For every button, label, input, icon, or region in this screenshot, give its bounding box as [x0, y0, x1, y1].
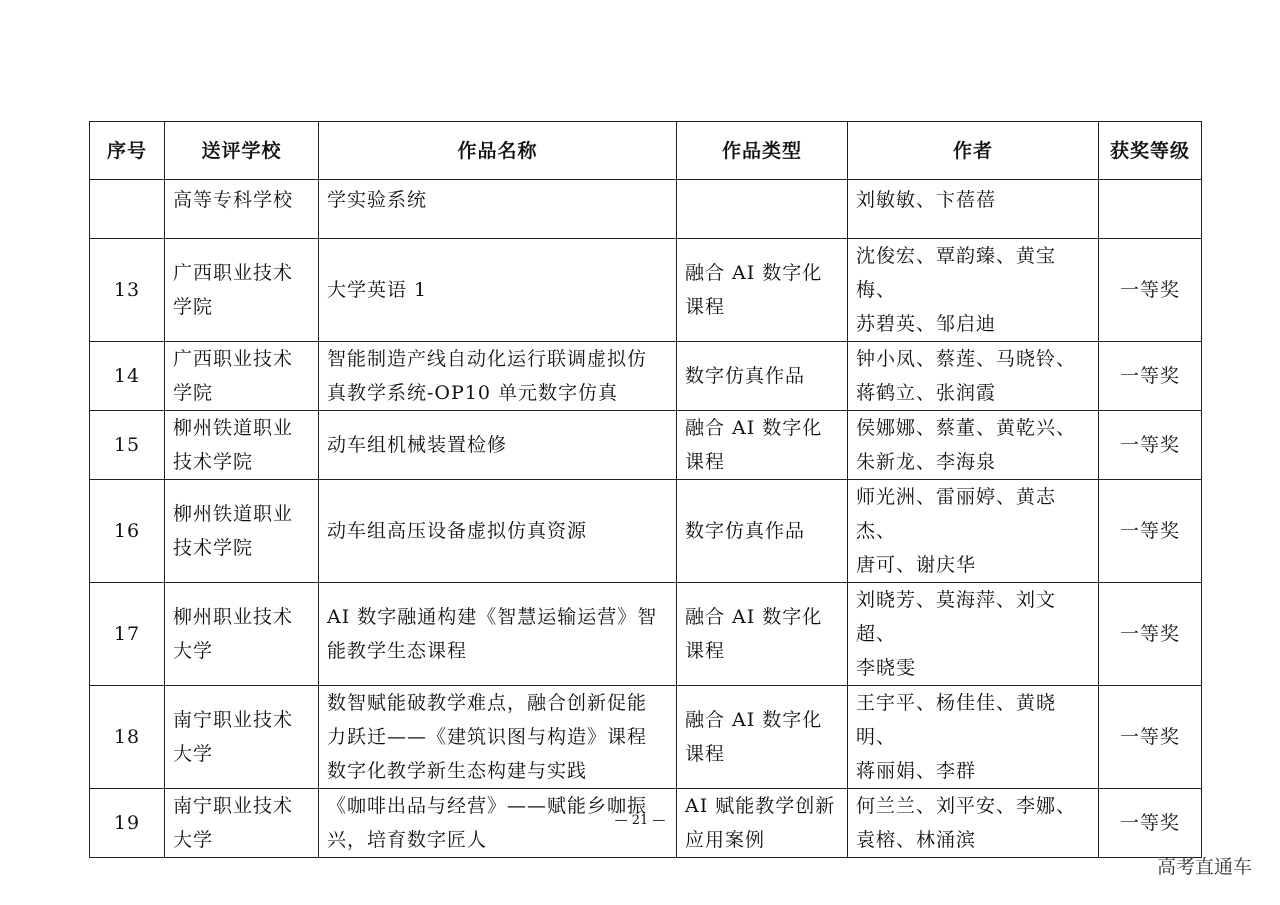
cell-school-line: 技术学院: [173, 537, 254, 559]
header-type: 作品类型: [677, 122, 848, 180]
cell-title-line: 大学英语 1: [327, 279, 428, 301]
cell-school-line: 柳州铁道职业: [173, 503, 294, 525]
cell-school-line: 南宁职业技术: [173, 709, 294, 731]
cell-authors-line: 刘晓芳、莫海萍、刘文超、: [856, 589, 1057, 645]
cell-school: [165, 686, 319, 789]
cell-school: 高等专科学校: [165, 180, 319, 239]
cell-title-line: 力跃迁——《建筑识图与构造》课程: [327, 726, 648, 748]
cell-no: 16: [90, 480, 165, 583]
cell-title-line: 智能制造产线自动化运行联调虚拟仿: [327, 348, 648, 370]
cell-type: [677, 239, 848, 342]
cell-award: 一等奖: [1099, 342, 1202, 411]
table-row: [90, 686, 1202, 789]
cell-type-line: 课程: [685, 640, 726, 662]
cell-authors-line: 朱新龙、李海泉: [856, 451, 997, 473]
cell-no: 15: [90, 411, 165, 480]
cell-award: 一等奖: [1099, 411, 1202, 480]
page-number: — 21 —: [614, 813, 666, 828]
cell-type-line: 融合 AI 数字化: [685, 417, 823, 439]
table-row: [90, 342, 1202, 411]
cell-no: 13: [90, 239, 165, 342]
cell-authors-line: 何兰兰、刘平安、李娜、: [856, 795, 1077, 817]
cell-no: [90, 180, 165, 239]
cell-authors: [848, 411, 1099, 480]
watermark-text: 高考直通车: [1156, 856, 1252, 878]
cell-school-line: 技术学院: [173, 451, 254, 473]
cell-authors-line: 侯娜娜、蔡董、黄乾兴、: [856, 417, 1077, 439]
cell-award: 一等奖: [1099, 480, 1202, 583]
cell-type-line: 应用案例: [685, 829, 766, 851]
table-header-row: [90, 122, 1202, 180]
cell-authors-line: 王宇平、杨佳佳、黄晓明、: [856, 692, 1057, 748]
cell-title-line: 真教学系统-OP10 单元数字仿真: [327, 382, 618, 404]
cell-award: 一等奖: [1099, 239, 1202, 342]
cell-title: [319, 411, 677, 480]
cell-authors-line: 李晓雯: [856, 657, 917, 679]
cell-authors-line: 蒋丽娟、李群: [856, 760, 977, 782]
cell-title: [319, 686, 677, 789]
cell-type: [677, 480, 848, 583]
cell-type-line: 数字仿真作品: [685, 520, 806, 542]
cell-authors-line: 沈俊宏、覃韵臻、黄宝梅、: [856, 245, 1057, 301]
cell-type: [677, 342, 848, 411]
cell-title: [319, 342, 677, 411]
cell-school-line: 南宁职业技术: [173, 795, 294, 817]
cell-title: 学实验系统: [319, 180, 677, 239]
cell-type: [677, 583, 848, 686]
cell-type-line: 数字仿真作品: [685, 365, 806, 387]
header-award: 获奖等级: [1099, 122, 1202, 180]
cell-type-line: 课程: [685, 296, 726, 318]
table-row: [90, 480, 1202, 583]
cell-title-line: 《咖啡出品与经营》——赋能乡咖振: [327, 795, 648, 817]
cell-title-line: 动车组高压设备虚拟仿真资源: [327, 520, 588, 542]
cell-authors-line: 师光洲、雷丽婷、黄志杰、: [856, 486, 1057, 542]
cell-school-line: 广西职业技术: [173, 262, 294, 284]
header-authors: 作者: [848, 122, 1099, 180]
cell-school-line: 大学: [173, 743, 214, 765]
cell-school: [165, 583, 319, 686]
cell-authors: [848, 239, 1099, 342]
cell-authors: 刘敏敏、卞蓓蓓: [848, 180, 1099, 239]
cell-school: [165, 239, 319, 342]
cell-title: [319, 583, 677, 686]
cell-school: [165, 480, 319, 583]
cell-type-line: 融合 AI 数字化: [685, 709, 823, 731]
cell-title-line: AI 数字融通构建《智慧运输运营》智: [327, 606, 658, 628]
cell-school-line: 大学: [173, 829, 214, 851]
cell-type: [677, 686, 848, 789]
cell-award: [1099, 180, 1202, 239]
cell-authors-line: 唐可、谢庆华: [856, 554, 977, 576]
table-row-continuation: [90, 180, 1202, 239]
cell-type: [677, 411, 848, 480]
cell-title: [319, 480, 677, 583]
cell-no: 14: [90, 342, 165, 411]
cell-type-line: 融合 AI 数字化: [685, 262, 823, 284]
table-row: [90, 583, 1202, 686]
awards-table: [89, 121, 1202, 858]
cell-authors-line: 苏碧英、邹启迪: [856, 313, 997, 335]
cell-type-line: 课程: [685, 743, 726, 765]
cell-title-line: 能教学生态课程: [327, 640, 468, 662]
cell-authors: [848, 342, 1099, 411]
cell-authors: [848, 686, 1099, 789]
cell-school: [165, 411, 319, 480]
cell-type-line: AI 赋能教学创新: [685, 795, 836, 817]
header-no: 序号: [90, 122, 165, 180]
cell-award: 一等奖: [1099, 686, 1202, 789]
cell-title: [319, 239, 677, 342]
cell-school-line: 柳州铁道职业: [173, 417, 294, 439]
cell-school-line: 大学: [173, 640, 214, 662]
cell-title-line: 数智赋能破教学难点，融合创新促能: [327, 692, 648, 714]
cell-no: 19: [90, 789, 165, 858]
cell-award: 一等奖: [1099, 789, 1202, 858]
cell-no: 18: [90, 686, 165, 789]
cell-type-line: 融合 AI 数字化: [685, 606, 823, 628]
cell-authors-line: 蒋鹤立、张润霞: [856, 382, 997, 404]
cell-title-line: 动车组机械装置检修: [327, 434, 508, 456]
cell-school: [165, 342, 319, 411]
cell-title-line: 兴，培育数字匠人: [327, 829, 488, 851]
header-title: 作品名称: [319, 122, 677, 180]
cell-school-line: 学院: [173, 382, 214, 404]
cell-authors-line: 钟小凤、蔡莲、马晓铃、: [856, 348, 1077, 370]
cell-authors: [848, 583, 1099, 686]
cell-authors-line: 袁榕、林涌滨: [856, 829, 977, 851]
cell-award: 一等奖: [1099, 583, 1202, 686]
cell-type-line: 课程: [685, 451, 726, 473]
cell-type: [677, 180, 848, 239]
cell-school-line: 柳州职业技术: [173, 606, 294, 628]
cell-school-line: 学院: [173, 296, 214, 318]
header-school: 送评学校: [165, 122, 319, 180]
cell-authors: [848, 480, 1099, 583]
cell-no: 17: [90, 583, 165, 686]
table-row: [90, 239, 1202, 342]
table-row: [90, 411, 1202, 480]
cell-title-line: 数字化教学新生态构建与实践: [327, 760, 588, 782]
cell-school-line: 广西职业技术: [173, 348, 294, 370]
